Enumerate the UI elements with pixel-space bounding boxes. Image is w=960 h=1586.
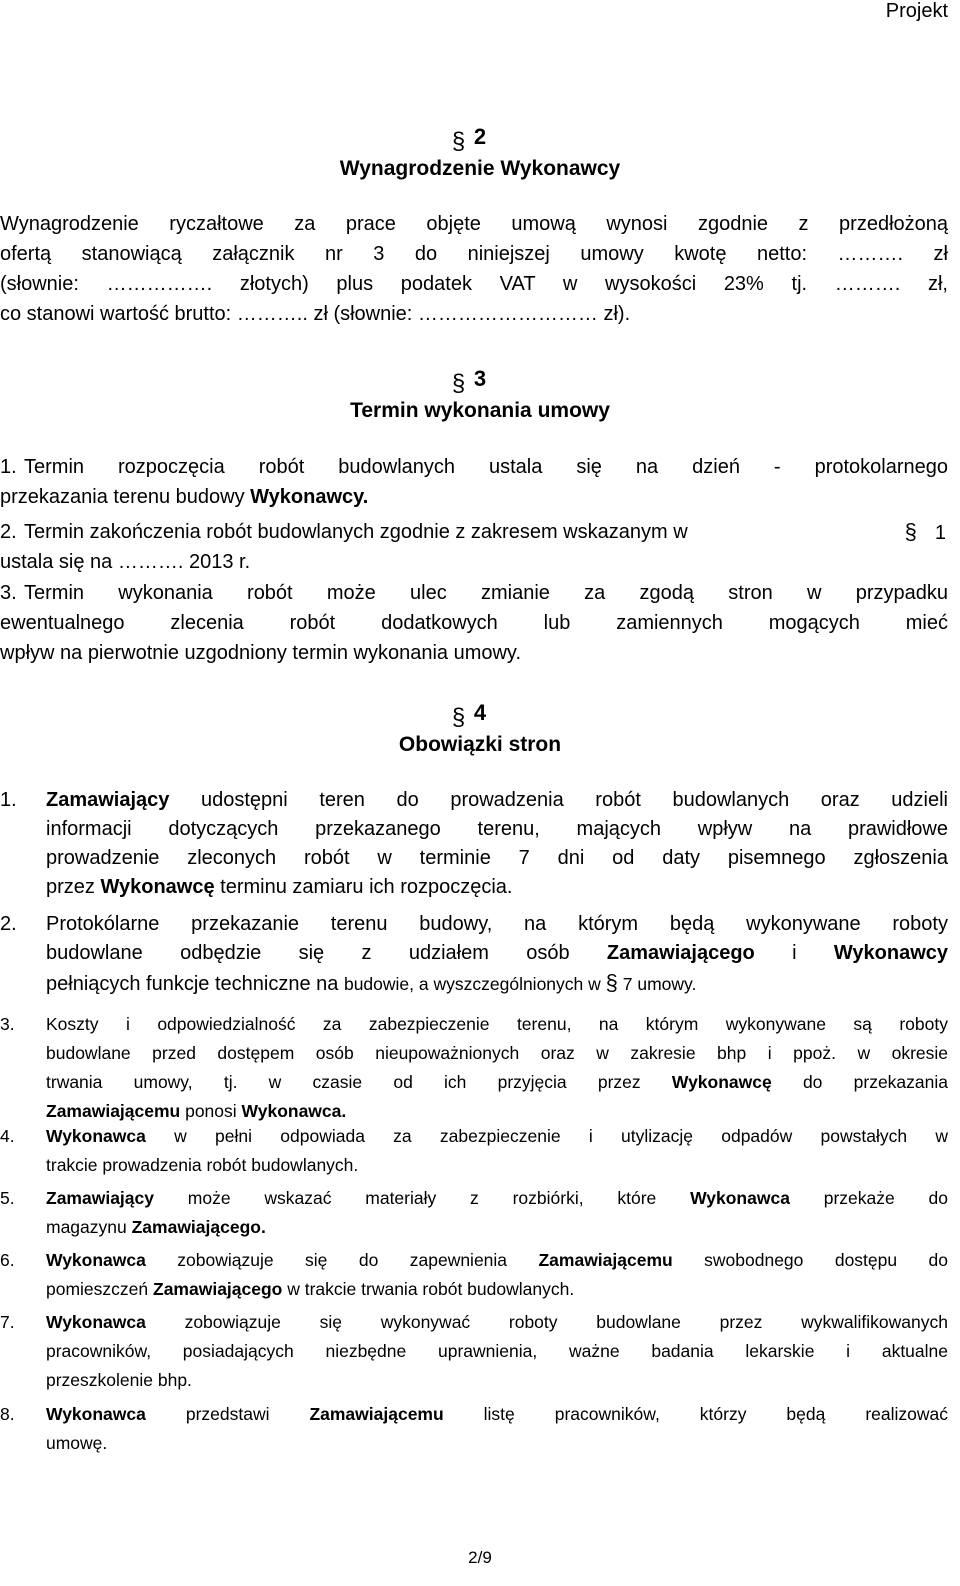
- item-line: przekazania terenu budowy: [0, 486, 251, 508]
- item-number: 1.: [0, 789, 17, 811]
- section-number: 4: [473, 700, 487, 725]
- list-item: [0, 1308, 948, 1395]
- list-item: [0, 517, 948, 577]
- item-number: 8.: [0, 1404, 15, 1424]
- paragraph-line: ofertą stanowiącą załącznik nr 3 do niniejszej umowy kwotę netto: ………. zł: [0, 243, 948, 265]
- list-item: [0, 452, 948, 512]
- item-number: 1.: [0, 456, 17, 478]
- item-bold: Wykonawca: [46, 1250, 146, 1270]
- item-line: swobodnego dostępu do: [672, 1250, 948, 1270]
- item-line: zobowiązuje się do zapewnienia: [145, 1250, 539, 1270]
- list-item: [0, 910, 948, 997]
- document-status-label: Projekt: [885, 0, 948, 22]
- item-line: przedstawi: [145, 1404, 310, 1424]
- item-bold: Wykonawca: [690, 1188, 790, 1208]
- item-line: może wskazać materiały z rozbiórki, które: [153, 1188, 691, 1208]
- item-line: przeszkolenie bhp.: [46, 1370, 192, 1390]
- item-line: prowadzenie zleconych robót w terminie 7 dni od daty pisemnego zgłoszenia: [46, 847, 948, 869]
- page-number: 2/9: [468, 1548, 492, 1567]
- item-line: pełniących funkcje techniczne na: [46, 973, 344, 995]
- item-number: 2.: [0, 521, 17, 543]
- item-number: 2.: [0, 913, 17, 935]
- item-line: pracowników, posiadających niezbędne uprawnienia, ważne badania lekarskie i aktualne: [46, 1341, 948, 1361]
- section-symbol: §: [451, 128, 466, 155]
- item-bold: Wykonawcę: [100, 876, 215, 898]
- item-bold: Zamawiającego: [153, 1279, 283, 1299]
- item-line: umowę.: [46, 1433, 108, 1453]
- item-line: ponosi: [180, 1101, 242, 1121]
- paragraph-line: (słownie: ……………. złotych) plus podatek VAT w wysokości 23% tj. ………. zł,: [0, 273, 948, 295]
- section-2-paragraph: [0, 209, 948, 329]
- item-number: 3.: [0, 1014, 15, 1034]
- item-line: ustala się na ………. 2013 r.: [0, 551, 251, 573]
- item-line: pomieszczeń: [46, 1279, 153, 1299]
- item-line: Termin zakończenia robót budowlanych zgodnie z zakresem wskazanym w: [24, 521, 688, 543]
- item-line: trwania umowy, tj. w czasie od ich przyjęcia przez: [46, 1072, 672, 1092]
- item-line: przekaże do: [789, 1188, 948, 1208]
- list-item: [0, 1246, 948, 1304]
- item-bold: Zamawiający: [46, 1188, 154, 1208]
- item-line: w pełni odpowiada za zabezpieczenie i utylizację odpadów powstałych w: [145, 1126, 948, 1146]
- list-item: [0, 1010, 948, 1126]
- paragraph-symbol: §: [904, 519, 917, 544]
- item-line: udostępni teren do prowadzenia robót budowlanych oraz udzieli: [169, 789, 948, 811]
- item-bold: Zamawiającego: [606, 942, 755, 964]
- item-number: 6.: [0, 1250, 15, 1270]
- section-title: Wynagrodzenie Wykonawcy: [339, 157, 621, 180]
- item-line: informacji dotyczących przekazanego terenu, mających wpływ na prawidłowe: [46, 818, 948, 840]
- item-bold: Zamawiającemu: [538, 1250, 673, 1270]
- item-ref: 1: [934, 522, 946, 544]
- item-line: budowlane przed dostępem osób nieupoważnionych oraz w zakresie bhp i ppoż. w okresie: [46, 1043, 948, 1063]
- list-item: [0, 1184, 948, 1242]
- section-title: Termin wykonania umowy: [350, 399, 610, 422]
- item-bold: Wykonawcy: [833, 942, 948, 964]
- item-line: terminu zamiaru ich rozpoczęcia.: [214, 876, 513, 898]
- item-line: ewentualnego zlecenia robót dodatkowych lub zamiennych mogących mieć: [0, 612, 948, 634]
- item-bold: Wykonawcy.: [250, 486, 369, 508]
- item-line: trakcie prowadzenia robót budowlanych.: [46, 1155, 359, 1175]
- item-bold: Zamawiającemu: [309, 1404, 444, 1424]
- list-item: [0, 1400, 948, 1458]
- section-3-heading: [0, 366, 960, 423]
- item-bold: Zamawiającemu: [46, 1101, 181, 1121]
- item-number: 4.: [0, 1126, 15, 1146]
- item-line: listę pracowników, którzy będą realizować: [443, 1404, 948, 1424]
- item-line: magazynu: [46, 1217, 132, 1237]
- item-line: przez: [46, 876, 101, 898]
- item-line: w trakcie trwania robót budowlanych.: [282, 1279, 575, 1299]
- section-symbol: §: [451, 370, 466, 397]
- section-symbol: §: [451, 704, 466, 731]
- item-line: do przekazania: [771, 1072, 948, 1092]
- item-line: Koszty i odpowiedzialność za zabezpieczenie terenu, na którym wykonywane są roboty: [46, 1014, 948, 1034]
- item-line: zobowiązuje się wykonywać roboty budowlane przez wykwalifikowanych: [145, 1312, 948, 1332]
- item-number: 3.: [0, 582, 17, 604]
- item-bold: Wykonawca: [46, 1312, 146, 1332]
- item-line: Termin wykonania robót może ulec zmianie za zgodą stron w przypadku: [24, 582, 948, 604]
- item-line: Termin rozpoczęcia robót budowlanych ustala się na dzień - protokolarnego: [24, 456, 948, 478]
- item-line: wpływ na pierwotnie uzgodniony termin wykonania umowy.: [0, 642, 521, 664]
- item-line: budowie, a wyszczególnionych w: [343, 974, 606, 994]
- item-bold: Zamawiający: [46, 789, 170, 811]
- item-bold: Wykonawca.: [241, 1101, 347, 1121]
- item-bold: Wykonawca: [46, 1404, 146, 1424]
- item-number: 7.: [0, 1312, 15, 1332]
- paragraph-line: Wynagrodzenie ryczałtowe za prace objęte umową wynosi zgodnie z przedłożoną: [0, 213, 948, 235]
- section-2-heading: [0, 124, 960, 181]
- list-item: [0, 1122, 948, 1180]
- paragraph-symbol: §: [605, 970, 618, 995]
- item-line: 7 umowy.: [617, 974, 697, 994]
- section-4-heading: [0, 700, 960, 757]
- item-bold: Wykonawca: [46, 1126, 146, 1146]
- section-title: Obowiązki stron: [398, 733, 562, 756]
- item-line: Protokólarne przekazanie terenu budowy, na którym będą wykonywane roboty: [46, 913, 948, 935]
- item-number: 5.: [0, 1188, 15, 1208]
- section-number: 2: [473, 124, 487, 149]
- list-item: [0, 578, 948, 668]
- item-bold: Wykonawcę: [671, 1072, 772, 1092]
- item-bold: Zamawiającego.: [131, 1217, 266, 1237]
- item-line: budowlane odbędzie się z udziałem osób: [46, 942, 607, 964]
- section-number: 3: [473, 366, 487, 391]
- paragraph-line: co stanowi wartość brutto: ……….. zł (słownie: ……………………… zł).: [0, 303, 631, 325]
- item-line: i: [754, 942, 834, 964]
- list-item: [0, 786, 948, 902]
